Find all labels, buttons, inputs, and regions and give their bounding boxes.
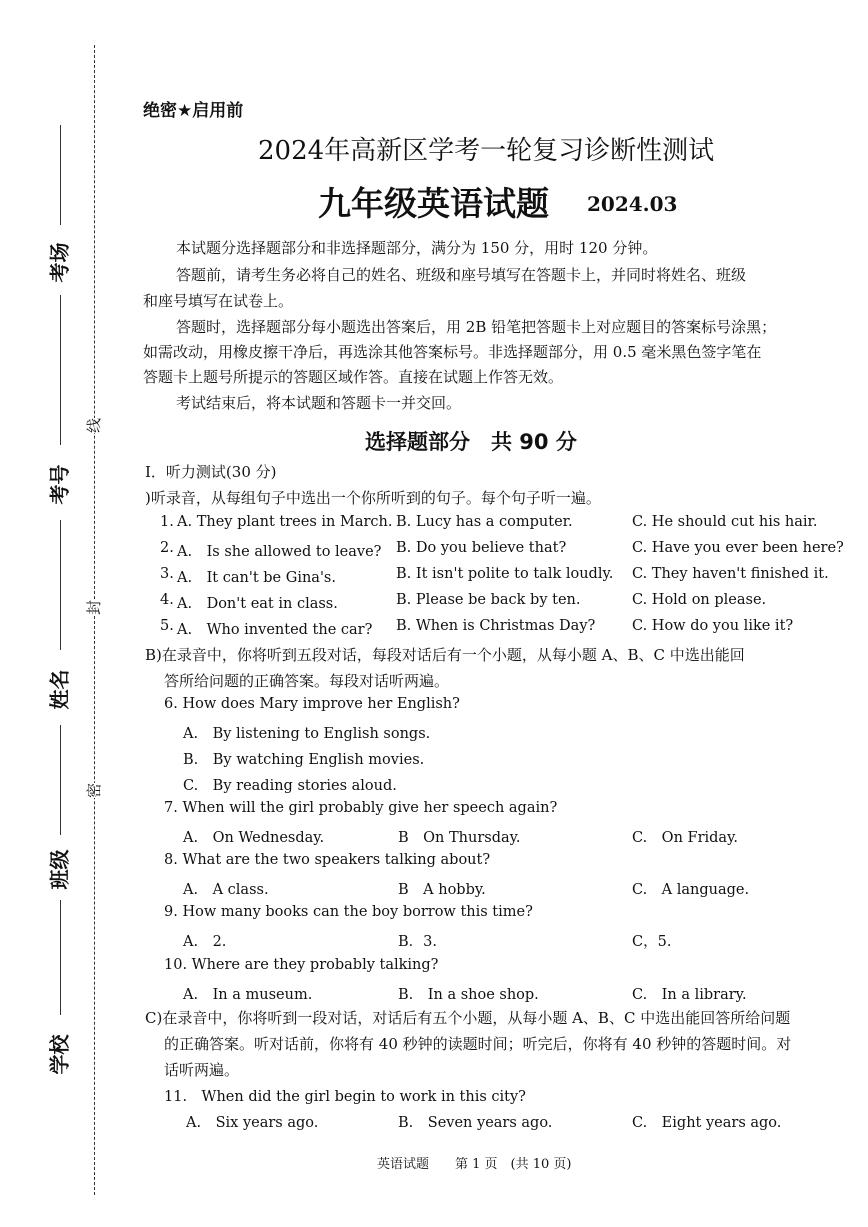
label-school: 学校 (47, 1034, 72, 1075)
seal-dashed-line (94, 45, 95, 1195)
label-name: 姓名 (47, 669, 72, 710)
seal-char-secret: 密 (85, 782, 104, 799)
label-exam-room: 考场 (47, 242, 72, 283)
part-title: I．听力测试(30 分) (145, 463, 277, 481)
secret-mark: 绝密★启用前 (143, 101, 244, 121)
section-c-instruction: C)在录音中，你将听到一段对话，对话后有五个小题，从每小题 A、B、C 中选出能回答所给问题 (145, 1009, 791, 1027)
instruction-line: 考试结束后，将本试题和答题卡一并交回。 (176, 394, 462, 412)
instruction-line: 本试题分选择题部分和非选择题部分，满分为 150 分，用时 120 分钟。 (176, 239, 658, 257)
instruction-line: 答题前，请考生务必将自己的姓名、班级和座号填写在答题卡上，并同时将姓名、班级 (176, 266, 747, 284)
blank-line (60, 125, 61, 225)
blank-line (60, 520, 61, 650)
seal-char-seal: 封 (85, 599, 104, 616)
instruction-line: 和座号填写在试卷上。 (143, 292, 294, 310)
section-b-instruction: B)在录音中，你将听到五段对话，每段对话后有一个小题，从每小题 A、B、C 中选出能回 (145, 646, 745, 664)
section-a-instruction: )听录音，从每组句子中选出一个你所听到的句子。每个句子听一遍。 (145, 489, 601, 507)
label-exam-number: 考号 (47, 464, 72, 505)
blank-line (60, 900, 61, 1015)
page-footer: 英语试题 第 1 页 (共 10 页) (377, 1157, 572, 1172)
blank-line (60, 725, 61, 835)
instruction-line: 答题时，选择题部分每小题选出答案后，用 2B 铅笔把答题卡上对应题目的答案标号涂黑； (176, 318, 777, 336)
exam-series-title: 2024年高新区学考一轮复习诊断性测试 (258, 136, 715, 166)
blank-line (60, 295, 61, 445)
instruction-line: 如需改动，用橡皮擦干净后，再选涂其他答案标号。非选择题部分，用 0.5 毫米黑色签字笔在 (143, 343, 762, 361)
section-c-instruction: 话听两遍。 (164, 1061, 240, 1079)
exam-date: 2024.03 (587, 192, 678, 216)
seal-char-line: 线 (85, 417, 104, 434)
section-c-instruction: 的正确答案。听对话前，你将有 40 秒钟的读题时间；听完后，你将有 40 秒钟的答题时间。对 (164, 1035, 792, 1053)
label-class: 班级 (47, 849, 72, 890)
instruction-line: 答题卡上题号所提示的答题区域作答。直接在试题上作答无效。 (143, 368, 564, 386)
section-b-instruction: 答所给问题的正确答案。每段对话听两遍。 (164, 672, 450, 690)
section-title: 选择题部分 共 90 分 (365, 430, 577, 454)
exam-title: 九年级英语试题 (318, 184, 549, 223)
